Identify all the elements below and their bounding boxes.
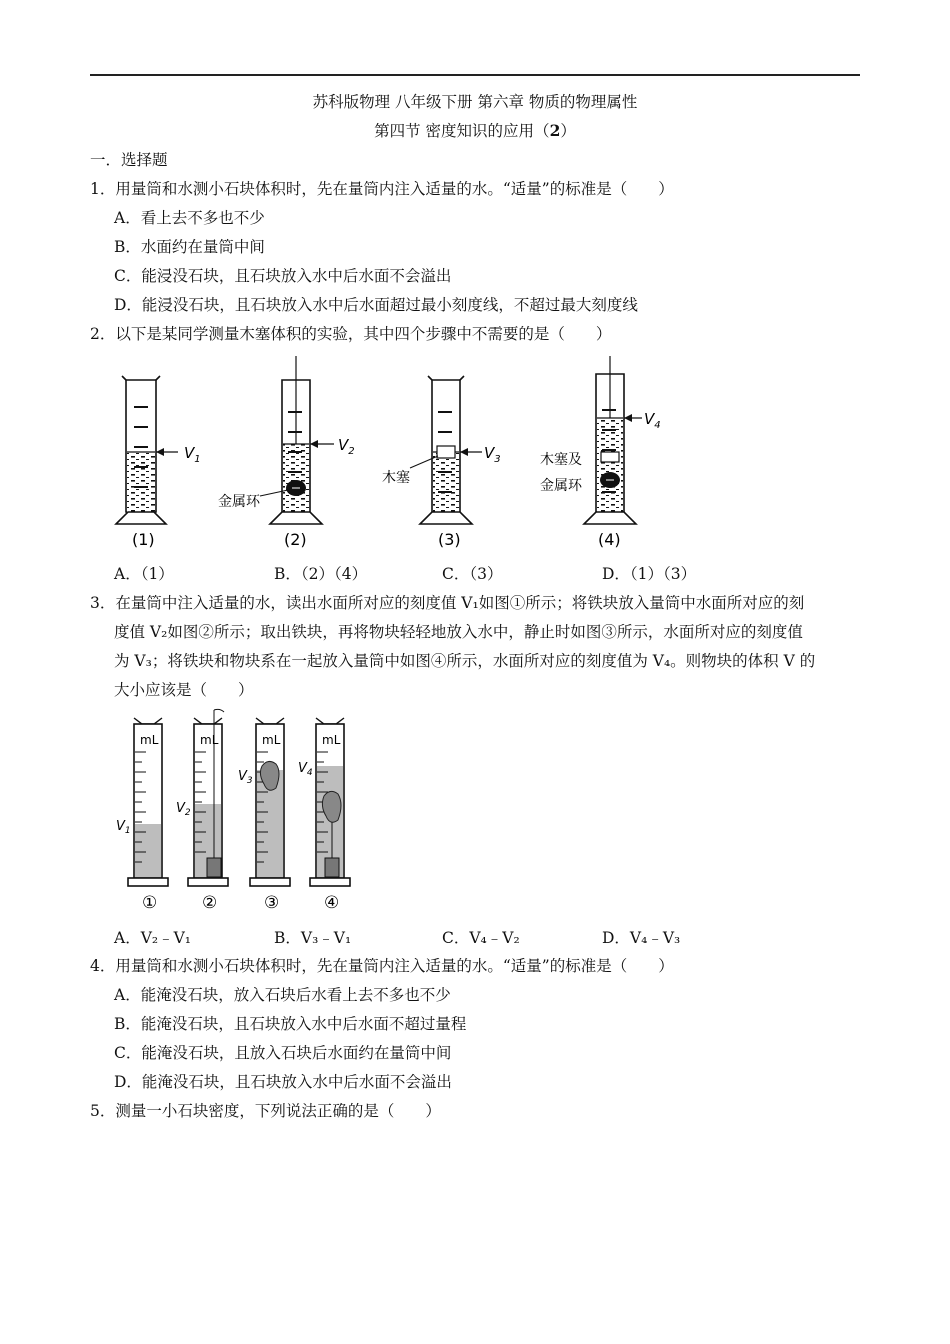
question-3-line-4: 大小应该是（ ） <box>114 681 254 699</box>
q3-option-b: B．V₃﹣V₁ <box>274 929 352 947</box>
q1-option-d: D．能浸没石块，且石块放入水中后水面超过最小刻度线，不超过最大刻度线 <box>114 296 638 314</box>
q2-cork-ring-label-2: 金属环 <box>540 478 582 494</box>
question-1-stem: 1．用量筒和水测小石块体积时，先在量筒内注入适量的水。“适量”的标准是（ ） <box>90 180 674 198</box>
q2-v2-label: $V_2$ <box>338 436 355 457</box>
q3-caption-4: ④ <box>324 893 340 913</box>
q3-unit-3: mL <box>262 733 281 747</box>
q2-option-c: C．（3） <box>442 565 503 583</box>
question-3-line-1: 3．在量筒中注入适量的水，读出水面所对应的刻度值 V₁如图①所示；将铁块放入量筒中水面所对应的刻 <box>90 594 805 612</box>
q2-cylinder-3 <box>410 376 482 524</box>
question-4-stem: 4．用量筒和水测小石块体积时，先在量筒内注入适量的水。“适量”的标准是（ ） <box>90 957 674 975</box>
q2-option-d: D．（1）（3） <box>602 565 697 583</box>
q3-option-d: D．V₄﹣V₃ <box>602 929 681 947</box>
q3-unit-4: mL <box>322 733 341 747</box>
question-5-stem: 5．测量一小石块密度，下列说法正确的是（ ） <box>90 1102 441 1120</box>
q1-option-c: C．能浸没石块，且石块放入水中后水面不会溢出 <box>114 267 452 285</box>
question-2-stem: 2．以下是某同学测量木塞体积的实验，其中四个步骤中不需要的是（ ） <box>90 325 612 343</box>
q2-figure-cylinders <box>110 352 690 554</box>
q2-v4-label: $V_4$ <box>644 410 661 431</box>
q3-caption-2: ② <box>202 893 218 913</box>
q3-option-c: C．V₄﹣V₂ <box>442 929 520 947</box>
q2-cylinder-4 <box>584 356 642 524</box>
q3-v4-label: $V_4$ <box>298 761 313 778</box>
q2-options <box>0 562 950 586</box>
section-heading: 一．选择题 <box>90 151 168 169</box>
q2-cylinder-2 <box>260 356 334 524</box>
q1-option-b: B．水面约在量筒中间 <box>114 238 265 256</box>
q4-option-a: A．能淹没石块，放入石块后水看上去不多也不少 <box>114 986 451 1004</box>
q4-option-d: D．能淹没石块，且石块放入水中后水面不会溢出 <box>114 1073 452 1091</box>
q4-option-b: B．能淹没石块，且石块放入水中后水面不超过量程 <box>114 1015 467 1033</box>
q3-unit-1: mL <box>140 733 159 747</box>
q2-caption-3: (3) <box>438 530 461 549</box>
q2-caption-2: (2) <box>284 530 307 549</box>
q2-cork-label: 木塞 <box>382 470 410 486</box>
q3-v2-label: $V_2$ <box>176 801 191 818</box>
q3-v3-label: $V_3$ <box>238 769 253 786</box>
q2-caption-4: (4) <box>598 530 621 549</box>
q2-caption-1: (1) <box>132 530 155 549</box>
q3-caption-1: ① <box>142 893 158 913</box>
q3-unit-2: mL <box>200 733 219 747</box>
q3-option-a: A．V₂﹣V₁ <box>114 929 192 947</box>
q2-cork-ring-label-1: 木塞及 <box>540 452 582 468</box>
q3-options <box>0 926 950 950</box>
q2-ring-label: 金属环 <box>218 494 260 510</box>
q2-option-a: A．（1） <box>114 565 174 583</box>
q3-caption-3: ③ <box>264 893 280 913</box>
q3-v1-label: $V_1$ <box>116 819 131 836</box>
q2-v3-label: $V_3$ <box>484 444 501 465</box>
document-subtitle: 第四节 密度知识的应用（2） <box>374 121 576 140</box>
question-3-line-2: 度值 V₂如图②所示；取出铁块，再将物块轻轻地放入水中，静止时如图③所示，水面所对应的刻度值 <box>114 623 803 641</box>
q2-option-b: B．（2）（4） <box>274 565 368 583</box>
q3-figure-cylinders <box>108 708 368 918</box>
q2-cylinder-1 <box>116 376 178 524</box>
q1-option-a: A．看上去不多也不少 <box>114 209 265 227</box>
top-rule <box>90 74 860 76</box>
document-title: 苏科版物理 八年级下册 第六章 物质的物理属性 <box>312 93 638 111</box>
question-3-line-3: 为 V₃；将铁块和物块系在一起放入量筒中如图④所示，水面所对应的刻度值为 V₄。则物块的体积 V 的 <box>114 652 816 670</box>
q4-option-c: C．能淹没石块，且放入石块后水面约在量筒中间 <box>114 1044 452 1062</box>
q2-v1-label: $V_1$ <box>184 444 201 465</box>
